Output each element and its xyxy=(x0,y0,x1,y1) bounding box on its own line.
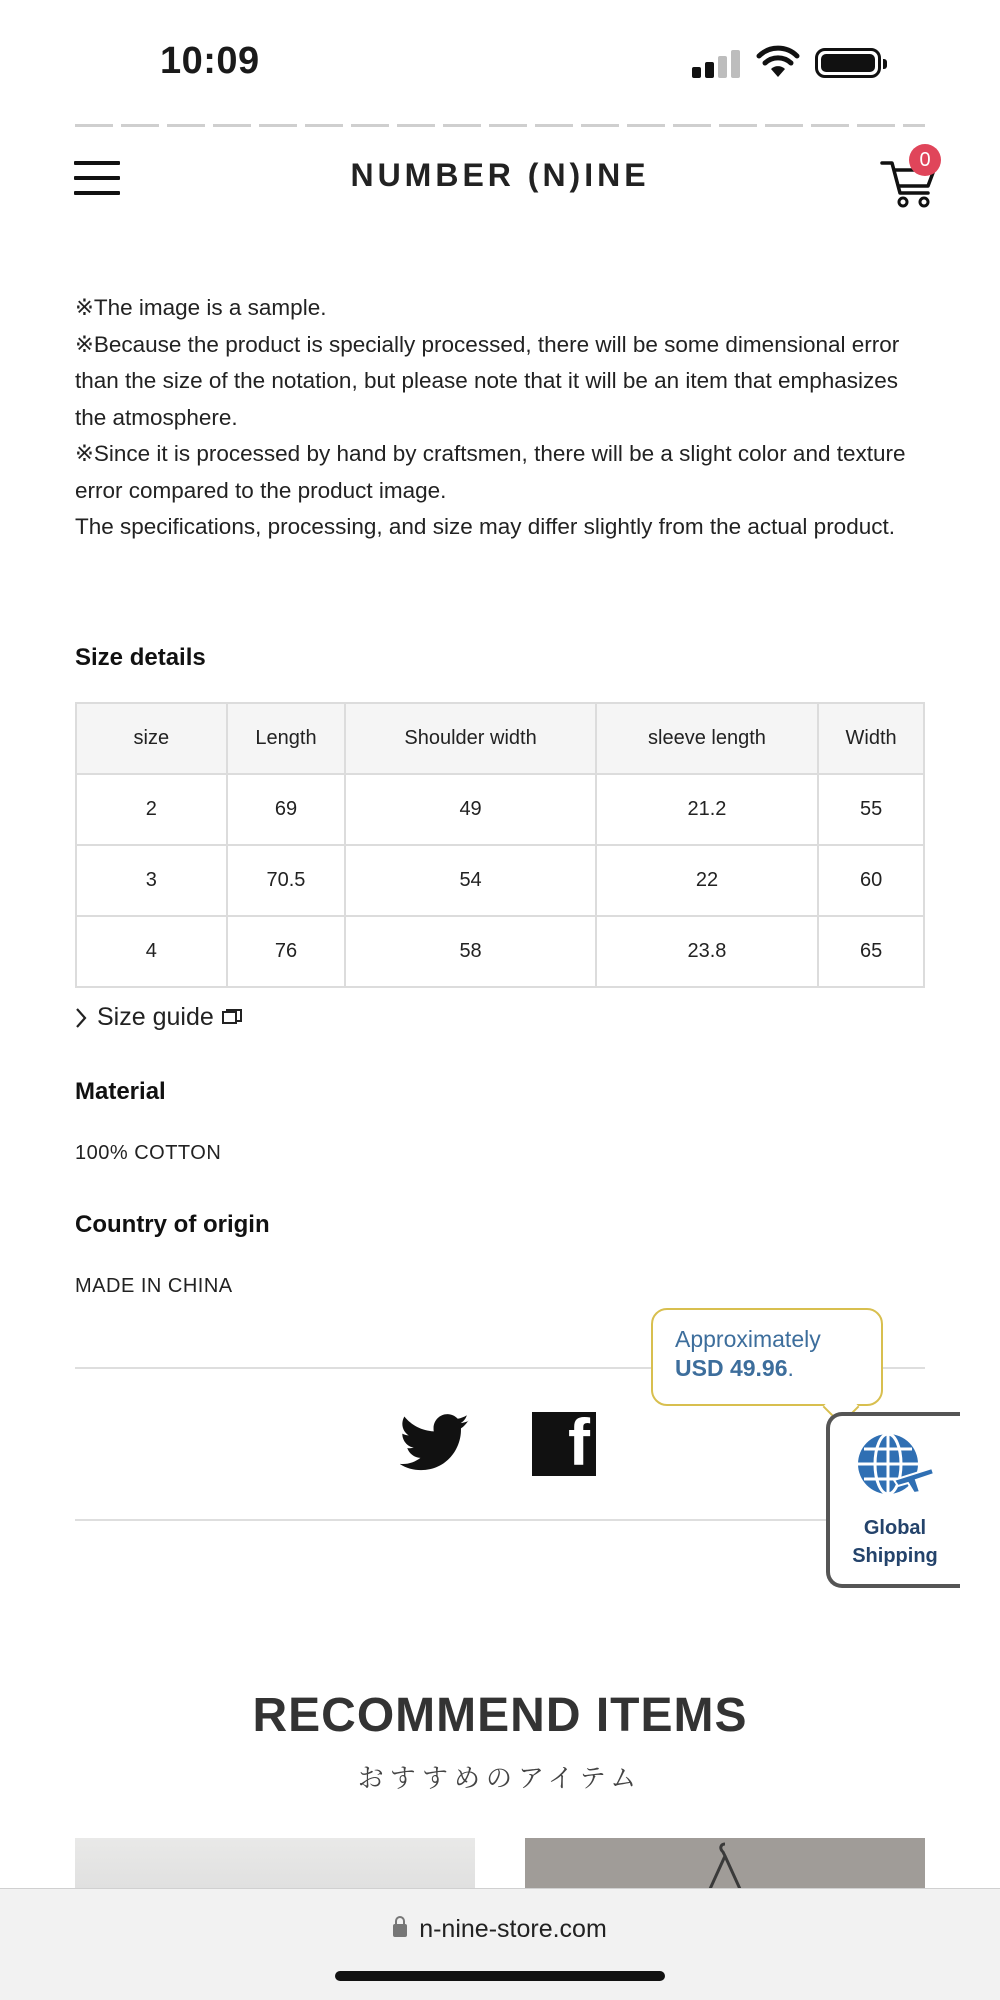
size-details-title: Size details xyxy=(75,644,206,671)
table-cell: 76 xyxy=(227,916,346,987)
price-estimate-tooltip xyxy=(651,1308,883,1406)
material-title: Material xyxy=(75,1078,166,1105)
table-row xyxy=(76,845,924,916)
table-cell: 4 xyxy=(76,916,227,987)
battery-icon xyxy=(815,48,881,78)
lock-icon xyxy=(393,1924,407,1937)
table-cell: 58 xyxy=(345,916,595,987)
cellular-signal-icon xyxy=(692,50,742,78)
origin-title: Country of origin xyxy=(75,1211,270,1238)
table-cell: 49 xyxy=(345,774,595,845)
table-cell: 21.2 xyxy=(596,774,818,845)
address-bar[interactable] xyxy=(0,1915,1000,1944)
product-notes xyxy=(75,290,935,546)
clipped-text-line xyxy=(75,122,925,130)
url-text: n-nine-store.com xyxy=(419,1915,607,1943)
size-guide-label: Size guide xyxy=(97,1003,214,1031)
site-logo[interactable]: NUMBER (N)INE xyxy=(350,157,650,193)
external-window-icon xyxy=(222,1009,242,1027)
status-bar xyxy=(0,0,1000,120)
approx-price: USD 49.96 xyxy=(675,1355,788,1381)
global-shipping-button[interactable] xyxy=(826,1412,960,1588)
recommend-subtitle: おすすめのアイテム xyxy=(357,1764,643,1794)
approx-label: Approximately xyxy=(675,1326,821,1352)
table-row xyxy=(76,916,924,987)
recommend-title: RECOMMEND ITEMS xyxy=(252,1689,748,1742)
size-guide-link[interactable] xyxy=(75,1003,242,1032)
twitter-icon[interactable] xyxy=(400,1412,470,1474)
note-line: ※Because the product is specially processed, there will be some dimensional error than the size of the notation, but please note that it will be an item that emphasizes the atmosphere. xyxy=(75,331,900,430)
table-cell: 23.8 xyxy=(596,916,818,987)
column-header: size xyxy=(76,703,227,774)
globe-airplane-icon xyxy=(854,1428,934,1508)
column-header: Length xyxy=(227,703,346,774)
chevron-right-icon xyxy=(75,1007,87,1029)
table-cell: 2 xyxy=(76,774,227,845)
status-time: 10:09 xyxy=(160,40,260,82)
table-cell: 69 xyxy=(227,774,346,845)
column-header: Width xyxy=(818,703,924,774)
divider xyxy=(75,1519,925,1521)
note-line: ※Since it is processed by hand by craftsmen, there will be a slight color and texture error compared to the product image. xyxy=(75,441,906,503)
table-cell: 65 xyxy=(818,916,924,987)
approx-suffix: . xyxy=(787,1355,794,1381)
table-row xyxy=(76,774,924,845)
facebook-icon[interactable]: f xyxy=(532,1412,596,1476)
wifi-icon xyxy=(756,45,800,79)
table-cell: 3 xyxy=(76,845,227,916)
table-header-row xyxy=(76,703,924,774)
table-cell: 55 xyxy=(818,774,924,845)
site-header xyxy=(0,135,1000,225)
table-cell: 60 xyxy=(818,845,924,916)
material-value: 100% COTTON xyxy=(75,1142,222,1164)
origin-value: MADE IN CHINA xyxy=(75,1275,233,1297)
global-label: Global xyxy=(863,1517,927,1539)
note-line: ※The image is a sample. xyxy=(75,295,327,320)
table-cell: 70.5 xyxy=(227,845,346,916)
shipping-label: Shipping xyxy=(852,1545,938,1567)
home-indicator[interactable] xyxy=(335,1971,665,1981)
size-table xyxy=(75,702,925,988)
table-cell: 22 xyxy=(596,845,818,916)
cart-count-badge[interactable]: 0 xyxy=(909,144,941,176)
column-header: Shoulder width xyxy=(345,703,595,774)
browser-bottom-bar xyxy=(0,1888,1000,2000)
approx-price-line xyxy=(675,1355,881,1382)
note-line: The specifications, processing, and size may differ slightly from the actual product. xyxy=(75,514,895,539)
table-cell: 54 xyxy=(345,845,595,916)
column-header: sleeve length xyxy=(596,703,818,774)
